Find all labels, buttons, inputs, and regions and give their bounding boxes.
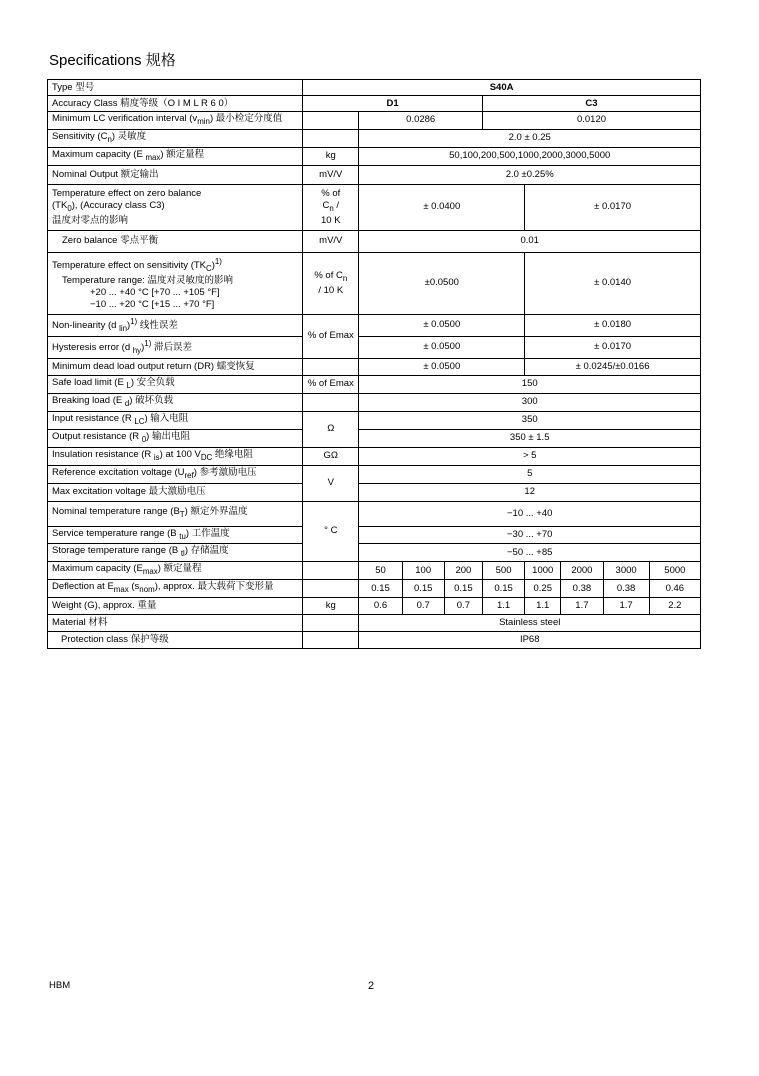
table-row-temp-sensitivity bbox=[48, 252, 701, 314]
weight-cell: 0.6 bbox=[359, 598, 402, 615]
table-row-temp-zero bbox=[48, 184, 701, 230]
table-row-zero-balance bbox=[48, 230, 701, 252]
nominal-output-label: Nominal Output 额定输出 bbox=[48, 165, 303, 184]
table-row-insulation bbox=[48, 447, 701, 465]
deflection-cell: 0.15 bbox=[482, 580, 524, 598]
deflection-cell: 0.25 bbox=[525, 580, 561, 598]
material-value: Stainless steel bbox=[359, 615, 701, 632]
dead-load-return-label: Minimum dead load output return (DR) 蠕变恢复 bbox=[48, 358, 303, 375]
safe-load-label: Safe load limit (E $_L$) 安全负载 bbox=[48, 375, 303, 393]
table-row-input-resistance bbox=[48, 411, 701, 429]
protection-value: IP68 bbox=[359, 632, 701, 649]
degc-unit: ° C bbox=[303, 501, 359, 562]
table-row-hysteresis bbox=[48, 336, 701, 358]
zero-balance-value: 0.01 bbox=[359, 230, 701, 252]
capacity-cell: 100 bbox=[402, 562, 444, 580]
safe-load-value: 150 bbox=[359, 375, 701, 393]
temp-zero-c3: ± 0.0170 bbox=[525, 184, 701, 230]
storage-temp-label: Storage temperature range (B $_{tl}$) 存储温度 bbox=[48, 544, 303, 562]
safe-load-unit: % of Emax bbox=[303, 375, 359, 393]
max-excitation-label: Max excitation voltage 最大激励电压 bbox=[48, 483, 303, 501]
table-row-deflection bbox=[48, 580, 701, 598]
weight-label: Weight (G), approx. 重量 bbox=[48, 598, 303, 615]
table-row-nominal-output bbox=[48, 165, 701, 184]
input-resistance-label: Input resistance (R $_{LC}$) 输入电阻 bbox=[48, 411, 303, 429]
breaking-load-label: Breaking load (E $_d$) 破坏负载 bbox=[48, 393, 303, 411]
table-row-material bbox=[48, 615, 701, 632]
table-row-accuracy bbox=[48, 96, 701, 112]
max-capacity-value: 50,100,200,500,1000,2000,3000,5000 bbox=[359, 147, 701, 165]
table-row-breaking-load bbox=[48, 393, 701, 411]
table-row-type bbox=[48, 80, 701, 96]
specifications-table bbox=[47, 79, 701, 649]
table-row-sensitivity bbox=[48, 129, 701, 147]
input-resistance-value: 350 bbox=[359, 411, 701, 429]
nominal-temp-value: −10 ... +40 bbox=[359, 501, 701, 526]
temp-zero-d1: ± 0.0400 bbox=[359, 184, 525, 230]
temp-zero-unit: % of $C_n$ / 10 K bbox=[303, 184, 359, 230]
capacity-cell: 200 bbox=[444, 562, 482, 580]
sensitivity-label: Sensitivity $(C_n)$ 灵敏度 bbox=[48, 129, 303, 147]
table-row-nominal-temp bbox=[48, 501, 701, 526]
capacity-cell: 1000 bbox=[525, 562, 561, 580]
temp-sensitivity-c3: ± 0.0140 bbox=[525, 252, 701, 314]
table-row-output-resistance bbox=[48, 429, 701, 447]
capacity-row-label: Maximum capacity $(E_{max})$ 额定量程 bbox=[48, 562, 303, 580]
table-row-dead-load-return bbox=[48, 358, 701, 375]
nominal-output-unit: mV/V bbox=[303, 165, 359, 184]
table-row-protection bbox=[48, 632, 701, 649]
nominal-temp-label: Nominal temperature range $(B_T)$ 额定外界温度 bbox=[48, 501, 303, 526]
deflection-cell: 0.38 bbox=[603, 580, 649, 598]
material-label: Material 材料 bbox=[48, 615, 303, 632]
accuracy-label: Accuracy Class 精度等级（O I M L R 6 0） bbox=[48, 96, 303, 112]
max-capacity-label: Maximum capacity (E $_{max}$) 额定量程 bbox=[48, 147, 303, 165]
weight-cell: 1.1 bbox=[482, 598, 524, 615]
hysteresis-c3: ± 0.0170 bbox=[525, 336, 701, 358]
deflection-label: Deflection at $E_{max}$ $(s_{nom})$, approx. 最大载荷下变形量 bbox=[48, 580, 303, 598]
storage-temp-value: −50 ... +85 bbox=[359, 544, 701, 562]
min-lc-label: Minimum LC verification interval $(v_{min})$ 最小检定分度值 bbox=[48, 112, 303, 130]
breaking-load-value: 300 bbox=[359, 393, 701, 411]
table-row-capacities bbox=[48, 562, 701, 580]
capacity-cell: 50 bbox=[359, 562, 402, 580]
min-lc-c3: 0.0120 bbox=[482, 112, 700, 130]
deflection-cell: 0.15 bbox=[402, 580, 444, 598]
hysteresis-d1: ± 0.0500 bbox=[359, 336, 525, 358]
weight-cell: 0.7 bbox=[444, 598, 482, 615]
deflection-cell: 0.46 bbox=[649, 580, 700, 598]
nonlinearity-label: Non-linearity (d $_{lin}$)$^{1)}$ 线性误差 bbox=[48, 314, 303, 336]
service-temp-value: −30 ... +70 bbox=[359, 526, 701, 544]
weight-unit: kg bbox=[303, 598, 359, 615]
service-temp-label: Service temperature range (B $_{tu}$) 工作温度 bbox=[48, 526, 303, 544]
capacity-cell: 500 bbox=[482, 562, 524, 580]
weight-cell: 1.1 bbox=[525, 598, 561, 615]
temp-sensitivity-unit: % of $C_n$ / 10 K bbox=[303, 252, 359, 314]
table-row-max-capacity bbox=[48, 147, 701, 165]
accuracy-d1: D1 bbox=[303, 96, 483, 112]
insulation-label: Insulation resistance (R $_{is}$) at 100 $V_{DC}$ 绝缘电阻 bbox=[48, 447, 303, 465]
dead-load-return-c3: ± 0.0245/±0.0166 bbox=[525, 358, 701, 375]
footer-brand: HBM bbox=[49, 980, 71, 991]
type-label: Type 型号 bbox=[48, 80, 303, 96]
output-resistance-value: 350 ± 1.5 bbox=[359, 429, 701, 447]
capacity-cell: 2000 bbox=[561, 562, 603, 580]
output-resistance-label: Output resistance (R $_0$) 输出电阻 bbox=[48, 429, 303, 447]
capacity-cell: 3000 bbox=[603, 562, 649, 580]
capacity-cell: 5000 bbox=[649, 562, 700, 580]
deflection-cell: 0.15 bbox=[359, 580, 402, 598]
table-row-service-temp bbox=[48, 526, 701, 544]
table-row-min-lc bbox=[48, 112, 701, 130]
ohm-unit: Ω bbox=[303, 411, 359, 447]
weight-cell: 0.7 bbox=[402, 598, 444, 615]
table-row-safe-load bbox=[48, 375, 701, 393]
nominal-output-value: 2.0 ±0.25% bbox=[359, 165, 701, 184]
temp-sensitivity-label: Temperature effect on sensitivity $(TK_C)^{1)}$ Temperature range: 温度对灵敏度的影响 +20 ... +40 °C [+70 ... +105 °F] −10 ... +20 °C [+15 ... +70 °F] bbox=[48, 252, 303, 314]
hysteresis-label: Hysteresis error (d $_{hy}$)$^{1)}$ 滞后误差 bbox=[48, 336, 303, 358]
reference-excitation-value: 5 bbox=[359, 465, 701, 483]
protection-label: Protection class 保护等级 bbox=[48, 632, 303, 649]
weight-cell: 2.2 bbox=[649, 598, 700, 615]
reference-excitation-label: Reference excitation voltage $(U_{ref})$ 参考激励电压 bbox=[48, 465, 303, 483]
weight-cell: 1.7 bbox=[561, 598, 603, 615]
sensitivity-value: 2.0 ± 0.25 bbox=[359, 129, 701, 147]
insulation-value: > 5 bbox=[359, 447, 701, 465]
temp-zero-label: Temperature effect on zero balance $(TK_0)$, (Accuracy class C3) 温度对零点的影响 bbox=[48, 184, 303, 230]
max-excitation-value: 12 bbox=[359, 483, 701, 501]
volt-unit: V bbox=[303, 465, 359, 501]
accuracy-c3: C3 bbox=[482, 96, 700, 112]
table-row-weight bbox=[48, 598, 701, 615]
zero-balance-unit: mV/V bbox=[303, 230, 359, 252]
table-row-nonlinearity bbox=[48, 314, 701, 336]
nonlinearity-d1: ± 0.0500 bbox=[359, 314, 525, 336]
deflection-cell: 0.15 bbox=[444, 580, 482, 598]
table-row-reference-excitation bbox=[48, 465, 701, 483]
page-number: 2 bbox=[368, 980, 375, 992]
type-value: S40A bbox=[303, 80, 701, 96]
table-row-max-excitation bbox=[48, 483, 701, 501]
weight-cell: 1.7 bbox=[603, 598, 649, 615]
deflection-cell: 0.38 bbox=[561, 580, 603, 598]
max-capacity-unit: kg bbox=[303, 147, 359, 165]
zero-balance-label: Zero balance 零点平衡 bbox=[48, 230, 303, 252]
temp-sensitivity-d1: ±0.0500 bbox=[359, 252, 525, 314]
insulation-unit: GΩ bbox=[303, 447, 359, 465]
dead-load-return-d1: ± 0.0500 bbox=[359, 358, 525, 375]
nonlinearity-c3: ± 0.0180 bbox=[525, 314, 701, 336]
table-row-storage-temp bbox=[48, 544, 701, 562]
page-title: Specifications 规格 bbox=[49, 52, 176, 69]
pct-emax-unit: % of Emax bbox=[303, 314, 359, 358]
min-lc-d1: 0.0286 bbox=[359, 112, 483, 130]
